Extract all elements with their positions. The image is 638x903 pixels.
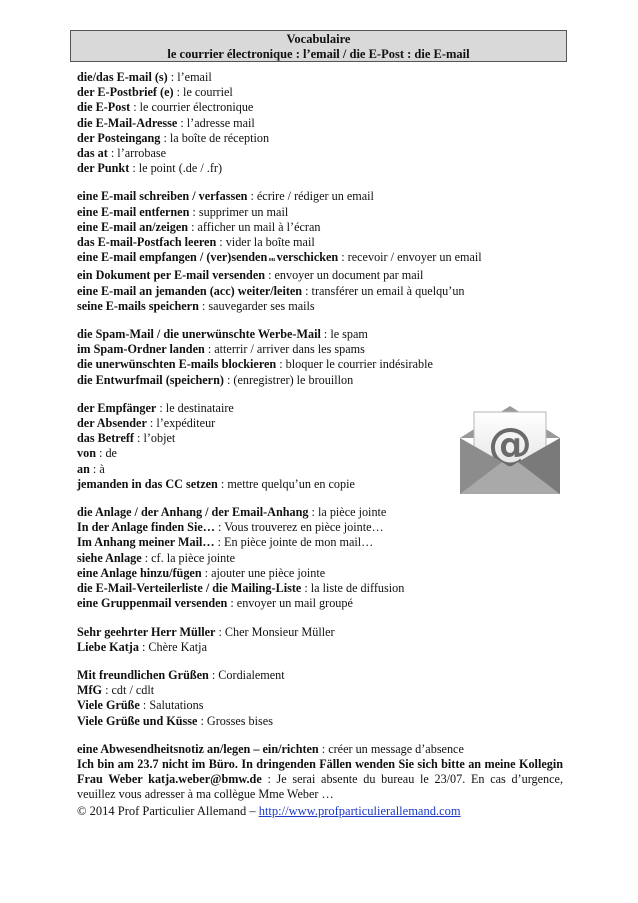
absence-example	[77, 757, 563, 803]
vocab-group	[77, 189, 563, 314]
vocab-group	[77, 327, 563, 388]
german-term: jemanden in das CC setzen	[77, 476, 218, 491]
vocab-group	[77, 625, 563, 655]
french-translation: : vider la boîte mail	[216, 235, 315, 250]
german-term: die E-Mail-Verteilerliste / die Mailing-Liste	[77, 581, 302, 596]
german-term: eine E-mail empfangen / (ver)senden	[77, 250, 268, 265]
title-line-2: le courrier électronique : l’email / die E-Post : die E-mail	[167, 47, 470, 61]
french-translation: : de	[95, 446, 117, 461]
german-term: Viele Grüße	[77, 698, 140, 713]
email-envelope-icon	[456, 404, 564, 496]
vocab-entry	[77, 327, 563, 342]
german-term: der Absender	[77, 416, 147, 431]
german-term: eine Gruppenmail versenden	[77, 596, 228, 611]
vocab-entry	[77, 131, 563, 146]
german-term: die unerwünschten E-mails blockieren	[77, 357, 277, 372]
vocab-group-absence	[77, 742, 563, 803]
french-translation: : à	[89, 461, 105, 476]
vocab-entry	[77, 342, 563, 357]
or-word: ou	[267, 257, 277, 264]
german-term: die Entwurfmail (speichern)	[77, 372, 224, 387]
vocab-entry	[77, 566, 563, 581]
french-translation: : l’arrobase	[107, 146, 167, 161]
french-translation: : Cher Monsieur Müller	[215, 624, 335, 639]
german-term: eine E-mail an jemanden (acc) weiter/leiten	[77, 283, 303, 298]
german-term: eine E-mail entfernen	[77, 204, 190, 219]
vocab-entry	[77, 205, 563, 220]
title-box	[70, 30, 567, 62]
vocab-entry	[77, 520, 563, 535]
vocab-entry	[77, 250, 563, 268]
german-term: die Anlage / der Anhang / der Email-Anhang	[77, 505, 309, 520]
french-translation: : recevoir / envoyer un email	[338, 250, 482, 265]
title-line-1: Vocabulaire	[286, 32, 351, 46]
french-translation: : Cordialement	[208, 667, 285, 682]
german-term: Viele Grüße und Küsse	[77, 713, 198, 728]
french-translation: : Chère Katja	[138, 639, 207, 654]
german-term: im Spam-Ordner landen	[77, 342, 205, 357]
german-term: der E-Postbrief (e)	[77, 85, 174, 100]
french-translation: : la pièce jointe	[308, 505, 387, 520]
german-term: Mit freundlichen Grüßen	[77, 667, 209, 682]
footer	[77, 804, 461, 819]
german-term: In der Anlage finden Sie…	[77, 520, 215, 535]
german-term: MfG	[77, 683, 103, 698]
vocab-entry	[77, 714, 563, 729]
german-term: ein Dokument per E-mail versenden	[77, 268, 266, 283]
vocab-group	[77, 505, 563, 611]
german-term: der Posteingang	[77, 130, 161, 145]
french-translation: : envoyer un mail groupé	[227, 596, 353, 611]
french-translation: : le point (.de / .fr)	[129, 161, 222, 176]
french-translation: : créer un message d’absence	[318, 741, 464, 756]
vocab-entry	[77, 235, 563, 250]
french-translation: : En pièce jointe de mon mail…	[214, 535, 374, 550]
vocab-entry	[77, 373, 563, 388]
vocab-entry	[77, 220, 563, 235]
french-translation: : cdt / cdlt	[102, 683, 155, 698]
vocab-entry	[77, 581, 563, 596]
french-translation: : ajouter une pièce jointe	[201, 565, 326, 580]
vocab-entry	[77, 505, 563, 520]
french-translation: : supprimer un mail	[189, 204, 289, 219]
vocab-group	[77, 668, 563, 729]
german-term: das at	[77, 146, 108, 161]
vocab-entry	[77, 189, 563, 204]
french-translation: : transférer un email à quelqu’un	[302, 283, 465, 298]
french-translation: : la liste de diffusion	[301, 581, 405, 596]
french-translation: : bloquer le courrier indésirable	[276, 357, 433, 372]
german-term: das E-mail-Postfach leeren	[77, 235, 217, 250]
french-translation: : la boîte de réception	[160, 130, 270, 145]
french-translation: : l’expéditeur	[146, 416, 216, 431]
website-link[interactable]: http://www.profparticulierallemand.com	[258, 804, 461, 818]
french-translation: : Salutations	[139, 698, 204, 713]
french-translation: : le courriel	[173, 85, 233, 100]
french-translation: : cf. la pièce jointe	[141, 550, 236, 565]
german-term-alt: verschicken	[276, 250, 339, 265]
french-example: : Je serai absente du bureau le 23/07. En cas d’urgence, veuillez vous adresser à ma collègue Mme Weber …	[77, 772, 563, 802]
german-term: siehe Anlage	[77, 550, 142, 565]
vocab-entry	[77, 146, 563, 161]
german-example: Ich bin am 23.7 nicht im Büro. In dringenden Fällen wenden Sie sich bitte an meine Kollegin Frau Weber katja.weber@bmw.de	[77, 756, 563, 787]
svg-text:@: @	[488, 419, 532, 470]
german-term: eine Abwesendheitsnotiz an/legen – ein/richten	[77, 741, 319, 756]
vocab-entry	[77, 551, 563, 566]
german-term: die E-Mail-Adresse	[77, 115, 178, 130]
german-term: der Empfänger	[77, 400, 157, 415]
german-term: eine E-mail an/zeigen	[77, 219, 189, 234]
german-term: Sehr geehrter Herr Müller	[77, 624, 216, 639]
vocab-entry	[77, 161, 563, 176]
french-translation: : Vous trouverez en pièce jointe…	[214, 520, 384, 535]
vocab-entry	[77, 742, 563, 757]
french-translation: : le courrier électronique	[130, 100, 254, 115]
french-translation: : atterrir / arriver dans les spams	[204, 342, 365, 357]
footer-copyright: © 2014 Prof Particulier Allemand –	[77, 804, 259, 818]
german-term: der Punkt	[77, 161, 130, 176]
german-term: die Spam-Mail / die unerwünschte Werbe-Mail	[77, 327, 321, 342]
french-translation: : mettre quelqu’un en copie	[217, 476, 355, 491]
vocab-entry	[77, 268, 563, 283]
german-term: Liebe Katja	[77, 639, 139, 654]
french-translation: : le spam	[320, 327, 368, 342]
vocab-entry	[77, 116, 563, 131]
french-translation: : l’email	[167, 70, 212, 84]
german-term: an	[77, 461, 90, 476]
vocab-entry	[77, 625, 563, 640]
vocab-entry	[77, 535, 563, 550]
french-translation: : l’objet	[133, 431, 176, 446]
vocab-entry	[77, 70, 563, 85]
german-term: eine E-mail schreiben / verfassen	[77, 189, 248, 204]
german-term: eine Anlage hinzu/fügen	[77, 565, 202, 580]
german-term: die E-Post	[77, 100, 131, 115]
vocab-entry	[77, 299, 563, 314]
german-term: von	[77, 446, 96, 461]
french-translation: : écrire / rédiger un email	[247, 189, 374, 204]
vocab-group	[77, 70, 563, 176]
vocab-entry	[77, 668, 563, 683]
vocab-entry	[77, 357, 563, 372]
vocab-entry	[77, 284, 563, 299]
vocab-entry	[77, 683, 563, 698]
german-term: die/das E-mail (s)	[77, 70, 168, 84]
vocab-entry	[77, 698, 563, 713]
french-translation: : le destinataire	[156, 400, 234, 415]
vocab-entry	[77, 85, 563, 100]
french-translation: : sauvegarder ses mails	[198, 298, 315, 313]
vocab-entry	[77, 640, 563, 655]
vocab-entry	[77, 100, 563, 115]
french-translation: : (enregistrer) le brouillon	[223, 372, 354, 387]
french-translation: : Grosses bises	[197, 713, 273, 728]
french-translation: : afficher un mail à l’écran	[188, 219, 321, 234]
french-translation: : envoyer un document par mail	[265, 268, 424, 283]
german-term: seine E-mails speichern	[77, 298, 199, 313]
vocab-entry	[77, 596, 563, 611]
french-translation: : l’adresse mail	[177, 115, 255, 130]
german-term: Im Anhang meiner Mail…	[77, 535, 215, 550]
german-term: das Betreff	[77, 431, 134, 446]
